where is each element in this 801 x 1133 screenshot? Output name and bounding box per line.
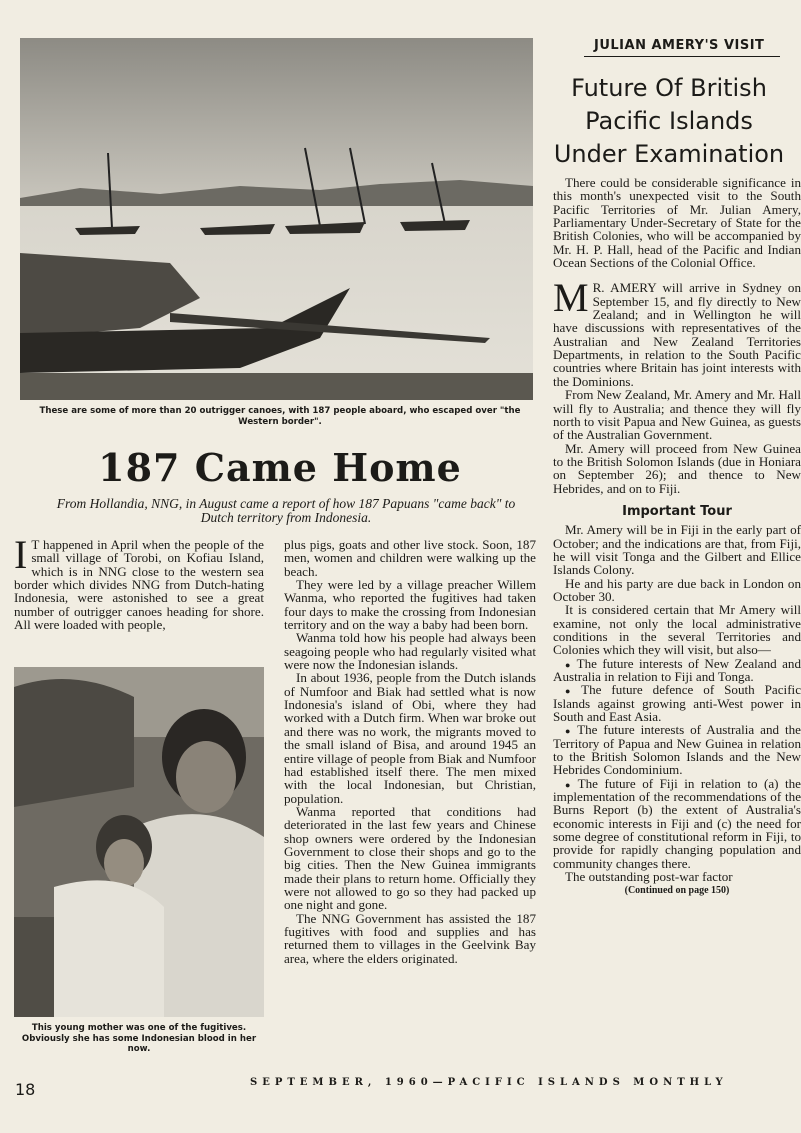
left-dropcap: I <box>14 532 28 577</box>
left-paragraph: Wanma told how his people had always been seagoing people who had regularly visited what were now the Indonesian islands. <box>284 630 536 673</box>
continued-note: (Continued on page 150) <box>624 885 730 897</box>
right-paragraph: The outstanding post-war factor <box>565 869 733 885</box>
mother-photo-caption: This young mother was one of the fugitives. Obviously she has some Indonesian blood in her now. <box>21 1023 257 1055</box>
right-bullet: ● The future interests of Australia and the Territory of Papua and New Guinea in relation to the British Solomon Islands and the New Hebrides Condominium. <box>553 723 801 776</box>
left-paragraph: In about 1936, people from the Dutch islands of Numfoor and Biak had settled what is now Indonesia's island of Obi, where they had worked with a Dutch firm. When war broke out and there was no work, the migrants moved to the small island of Bisa, and around 1945 an entire village of people from Biak and Numfoor had established itself there. The men mixed with the local Indonesian, but Christian, population. <box>284 670 536 806</box>
left-article-column-1 <box>14 532 264 633</box>
right-article <box>553 176 801 1096</box>
right-bullet: ● The future of Fiji in relation to (a) the implementation of the recommendations of the Burns Report (b) the extent of Australia's economic interests in Fiji and (c) the need for some degree of constitutional reform in Fiji, to provide for rapidly changing population and community changes there. <box>553 777 801 870</box>
left-paragraph: Wanma reported that conditions had deteriorated in the last few years and Chinese shop owners were ordered by the Indonesian Government to close their shops and go to the big cities. Then the New Guinea immigrants made their plans to return home. Officially they were not allowed to go so they had packed up one night and gone. <box>284 803 536 913</box>
right-dropcap: M <box>553 275 589 321</box>
right-intro: There could be considerable significance in this month's unexpected visit to the South Pacific Territories of Mr. Julian Amery, Parliamentary Under-Secretary of State for the British Colonies, who will be accompanied by Mr. H. P. Hall, head of the Pacific and Indian Ocean Sections of the Colonial Office. <box>553 176 801 271</box>
right-title <box>550 72 788 171</box>
right-title-line: Pacific Islands <box>585 107 753 135</box>
left-paragraph: T happened in April when the people of the small village of Torobi, on Kofiau Island, which is in NNG close to the western sea border which divides NNG from Dutch-hating Indonesia, were astonished to see a great number of outrigger canoes heading for shore. All were loaded with people, <box>14 537 264 633</box>
left-article-column-2 <box>284 538 536 965</box>
right-paragraph: From New Zealand, Mr. Amery and Mr. Hall will fly to Australia; and thence they will fly north to visit Papua and New Guinea, as guests of the Australian Government. <box>553 387 801 443</box>
right-paragraph: Mr. Amery will be in Fiji in the early part of October; and the indications are that, from Fiji, he will visit Tonga and the Gilbert and Ellice Islands Colony. <box>553 522 801 578</box>
canoes-photo-caption: These are some of more than 20 outrigger canoes, with 187 people aboard, who escaped over "the Western border". <box>39 406 521 427</box>
right-title-line: Future Of British <box>571 74 767 102</box>
left-paragraph: They were led by a village preacher Willem Wanma, who reported the fugitives had taken four days to make the crossing from Indonesian territory and on the way a baby had been born. <box>284 577 536 633</box>
right-title-line: Under Examination <box>553 140 785 168</box>
headline: 187 Came Home <box>98 445 462 490</box>
canoes-photo-illustration <box>20 38 533 400</box>
right-paragraph: It is considered certain that Mr Amery will examine, not only the local administrative conditions in the several Territories and Colonies which they will visit, but also— <box>553 602 801 658</box>
right-bullet: ● The future defence of South Pacific Islands against growing anti-West power in South and East Asia. <box>553 683 801 723</box>
mother-photo-illustration <box>14 667 264 1017</box>
left-paragraph: plus pigs, goats and other live stock. Soon, 187 men, women and children were walking up the beach. <box>284 537 536 579</box>
running-foot: SEPTEMBER, 1960—PACIFIC ISLANDS MONTHLY <box>250 1077 728 1088</box>
left-paragraph: The NNG Government has assisted the 187 fugitives with food and supplies and has returned them to villages in the Geelvink Bay area, where the elders originated. <box>284 910 536 966</box>
page-number: 18 <box>15 1080 36 1099</box>
right-paragraph: He and his party are due back in London on October 30. <box>553 575 801 604</box>
right-subhead: Important Tour <box>622 503 732 519</box>
mother-photo <box>14 667 264 1017</box>
kicker: JULIAN AMERY'S VISIT <box>594 38 765 53</box>
right-paragraph: Mr. Amery will proceed from New Guinea to the British Solomon Islands (due in Honiara on September 26); and thence to New Hebrides, and on to Fiji. <box>553 440 801 496</box>
right-paragraph: R. AMERY will arrive in Sydney on September 15, and fly directly to New Zealand; and in Wellington he will have discussions with representatives of the Australian and New Zealand Territories Departments, in relation to the South Pacific countries where Britain has joint interests with the Dominions. <box>553 280 801 389</box>
kicker-rule <box>584 56 780 57</box>
right-bullet: ● The future interests of New Zealand and Australia in relation to Fiji and Tonga. <box>553 657 801 684</box>
canoes-photo <box>20 38 533 400</box>
standfirst: From Hollandia, NNG, in August came a report of how 187 Papuans "came back" to Dutch territory from Indonesia. <box>56 496 516 526</box>
